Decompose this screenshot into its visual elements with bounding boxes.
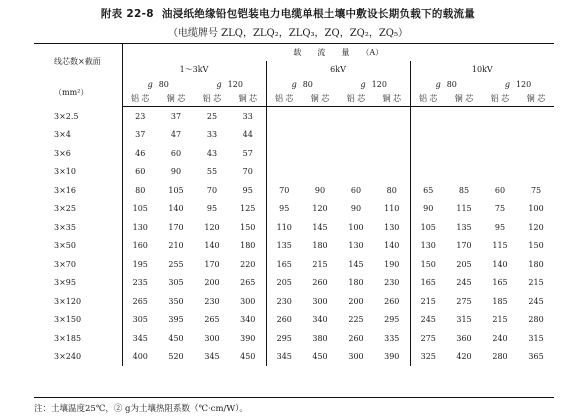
ampacity-cell: 57 xyxy=(230,144,266,163)
ampacity-cell: 37 xyxy=(170,111,182,121)
ampacity-cell: 180 xyxy=(312,241,328,251)
ampacity-cell: 260 xyxy=(374,292,410,311)
ampacity-cell xyxy=(482,126,518,145)
g-symbol: g xyxy=(360,80,366,89)
ampacity-cell: 165 xyxy=(492,278,508,288)
ampacity-cell: 305 xyxy=(132,315,148,325)
g-value: 80 xyxy=(158,80,169,89)
ampacity-cell: 180 xyxy=(348,278,364,288)
table-title xyxy=(0,6,576,21)
ampacity-cell: 300 xyxy=(230,292,266,311)
ampacity-cell xyxy=(410,144,446,163)
ampacity-cell: 300 xyxy=(204,333,220,343)
row-size: 3×6 xyxy=(34,144,122,163)
g-value: 80 xyxy=(302,80,313,89)
ampacity-cell: 450 xyxy=(312,352,328,362)
ampacity-cell xyxy=(518,107,554,126)
ampacity-cell: 265 xyxy=(230,274,266,293)
ampacity-cell: 185 xyxy=(492,296,508,306)
ampacity-cell xyxy=(446,163,482,182)
table-row xyxy=(34,329,554,348)
ampacity-cell xyxy=(518,163,554,182)
ampacity-cell: 75 xyxy=(530,185,542,195)
g-value: 120 xyxy=(371,80,387,89)
row-size: 3×35 xyxy=(34,218,122,237)
ampacity-cell xyxy=(446,107,482,126)
ampacity-cell xyxy=(374,144,410,163)
ampacity-cell: 85 xyxy=(458,185,470,195)
ampacity-cell: 365 xyxy=(528,352,544,362)
ampacity-cell: 205 xyxy=(276,278,292,288)
ampacity-cell: 90 xyxy=(423,204,434,214)
ampacity-cell: 300 xyxy=(348,352,364,362)
g-symbol: g xyxy=(435,80,441,89)
ampacity-cell: 265 xyxy=(204,315,220,325)
core-label: 铜 芯 xyxy=(374,91,410,107)
ampacity-cell: 305 xyxy=(168,278,184,288)
g-header-3 xyxy=(266,78,338,91)
ampacity-cell xyxy=(302,126,338,145)
ampacity-cell: 145 xyxy=(312,222,328,232)
ampacity-cell: 315 xyxy=(456,315,472,325)
ampacity-cell: 325 xyxy=(420,352,436,362)
core-label: 铝 芯 xyxy=(194,91,230,107)
ampacity-cell: 43 xyxy=(206,148,218,158)
bottom-rule xyxy=(34,397,554,398)
g-header-5 xyxy=(410,78,482,91)
ampacity-cell: 95 xyxy=(230,181,266,200)
ampacity-cell xyxy=(374,126,410,145)
row-size: 3×150 xyxy=(34,311,122,330)
ampacity-cell: 60 xyxy=(494,185,506,195)
ampacity-cell: 340 xyxy=(312,315,328,325)
ampacity-cell: 95 xyxy=(494,222,506,232)
ampacity-cell xyxy=(410,107,446,126)
ampacity-cell: 25 xyxy=(206,111,218,121)
ampacity-cell: 380 xyxy=(312,333,328,343)
ampacity-cell: 70 xyxy=(230,163,266,182)
ampacity-cell: 245 xyxy=(528,296,544,306)
table-row xyxy=(34,348,554,367)
ampacity-cell xyxy=(446,144,482,163)
ampacity-cell: 115 xyxy=(456,204,472,214)
g-value: 120 xyxy=(227,80,243,89)
ampacity-cell: 295 xyxy=(276,333,292,343)
ampacity-cell: 345 xyxy=(276,352,292,362)
ampacity-cell: 280 xyxy=(492,352,508,362)
ampacity-cell xyxy=(338,144,374,163)
ampacity-cell: 160 xyxy=(132,241,148,251)
ampacity-cell: 135 xyxy=(456,222,472,232)
ampacity-cell: 360 xyxy=(456,333,472,343)
g-header-2 xyxy=(194,78,266,91)
row-size: 3×240 xyxy=(34,348,122,367)
ampacity-cell: 140 xyxy=(492,259,508,269)
ampacity-cell: 70 xyxy=(279,185,290,195)
ampacity-cell: 120 xyxy=(528,222,544,232)
ampacity-cell: 235 xyxy=(132,278,148,288)
row-size: 3×2.5 xyxy=(34,107,122,126)
ampacity-cell xyxy=(374,163,410,182)
ampacity-group-header: 载 流 量 （A） xyxy=(293,48,384,57)
ampacity-cell: 165 xyxy=(420,278,436,288)
ampacity-cell xyxy=(266,107,302,126)
voltage-6kv: 6kV xyxy=(266,61,410,78)
ampacity-cell: 275 xyxy=(420,333,436,343)
ampacity-cell: 105 xyxy=(132,204,148,214)
row-size: 3×10 xyxy=(34,163,122,182)
ampacity-cell: 90 xyxy=(350,204,362,214)
row-size: 3×185 xyxy=(34,329,122,348)
ampacity-cell: 265 xyxy=(132,296,148,306)
ampacity-cell: 165 xyxy=(276,259,292,269)
ampacity-cell: 170 xyxy=(204,259,220,269)
ampacity-cell: 120 xyxy=(312,204,328,214)
ampacity-cell: 60 xyxy=(135,167,146,177)
ampacity-cell xyxy=(374,107,410,126)
table-row xyxy=(34,107,554,126)
ampacity-cell: 400 xyxy=(132,352,148,362)
ampacity-cell xyxy=(410,163,446,182)
ampacity-cell: 105 xyxy=(420,222,436,232)
table-row xyxy=(34,200,554,219)
ampacity-cell: 395 xyxy=(168,315,184,325)
ampacity-cell: 150 xyxy=(230,218,266,237)
ampacity-cell: 145 xyxy=(348,259,364,269)
ampacity-cell: 335 xyxy=(374,329,410,348)
ampacity-cell: 70 xyxy=(206,185,218,195)
ampacity-cell: 240 xyxy=(492,333,508,343)
ampacity-cell: 220 xyxy=(230,255,266,274)
ampacity-cell: 90 xyxy=(170,167,182,177)
ampacity-cell: 47 xyxy=(170,130,182,140)
ampacity-cell: 150 xyxy=(528,241,544,251)
ampacity-cell xyxy=(302,107,338,126)
ampacity-cell: 37 xyxy=(135,130,146,140)
ampacity-cell: 390 xyxy=(374,348,410,367)
ampacity-cell: 170 xyxy=(168,222,184,232)
ampacity-cell: 95 xyxy=(279,204,290,214)
ampacity-cell: 295 xyxy=(374,311,410,330)
core-label: 铝 芯 xyxy=(122,91,158,107)
g-header-4 xyxy=(338,78,410,91)
ampacity-cell: 215 xyxy=(420,296,436,306)
ampacity-cell xyxy=(338,126,374,145)
ampacity-cell: 23 xyxy=(135,111,146,121)
ampacity-cell: 46 xyxy=(135,148,146,158)
ampacity-cell: 420 xyxy=(456,352,472,362)
ampacity-cell: 300 xyxy=(312,296,328,306)
g-header-1 xyxy=(122,78,194,91)
ampacity-cell: 65 xyxy=(423,185,434,195)
ampacity-cell xyxy=(518,126,554,145)
ampacity-cell: 260 xyxy=(312,278,328,288)
row-size: 3×16 xyxy=(34,181,122,200)
ampacity-cell: 140 xyxy=(168,204,184,214)
voltage-10kv: 10kV xyxy=(471,65,493,74)
row-header-label: 线芯数×截面 xyxy=(34,44,122,78)
g-symbol: g xyxy=(147,80,153,89)
core-label: 铜 芯 xyxy=(518,91,554,107)
table-title-text: 油浸纸绝缘铅包铠装电力电缆单根土壤中敷设长期负载下的载流量 xyxy=(161,8,476,20)
ampacity-cell: 110 xyxy=(276,222,292,232)
ampacity-table xyxy=(34,44,554,366)
ampacity-cell: 55 xyxy=(206,167,218,177)
table-row xyxy=(34,237,554,256)
core-label: 铝 芯 xyxy=(482,91,518,107)
ampacity-cell xyxy=(482,163,518,182)
g-symbol: g xyxy=(291,80,297,89)
table-row xyxy=(34,181,554,200)
ampacity-cell: 345 xyxy=(204,352,220,362)
table-row xyxy=(34,126,554,145)
row-size: 3×95 xyxy=(34,274,122,293)
ampacity-cell: 33 xyxy=(206,130,218,140)
ampacity-cell: 225 xyxy=(348,315,364,325)
ampacity-cell: 140 xyxy=(374,237,410,256)
g-symbol: g xyxy=(216,80,222,89)
ampacity-cell: 520 xyxy=(168,352,184,362)
ampacity-cell: 245 xyxy=(456,278,472,288)
ampacity-cell: 230 xyxy=(276,296,292,306)
row-size: 3×120 xyxy=(34,292,122,311)
ampacity-cell: 450 xyxy=(168,333,184,343)
ampacity-cell: 130 xyxy=(348,241,364,251)
g-value: 80 xyxy=(446,80,457,89)
ampacity-cell: 80 xyxy=(135,185,146,195)
core-label: 铜 芯 xyxy=(302,91,338,107)
ampacity-cell xyxy=(410,126,446,145)
g-value: 120 xyxy=(515,80,532,89)
ampacity-cell: 315 xyxy=(528,333,544,343)
ampacity-cell: 125 xyxy=(230,200,266,219)
core-label: 铝 芯 xyxy=(410,91,446,107)
ampacity-cell xyxy=(338,163,374,182)
g-symbol: g xyxy=(504,80,510,89)
ampacity-cell: 130 xyxy=(420,241,436,251)
ampacity-cell: 180 xyxy=(230,237,266,256)
ampacity-cell: 140 xyxy=(204,241,220,251)
ampacity-cell xyxy=(446,126,482,145)
voltage-1-3kv: 1～3kV xyxy=(122,61,266,78)
ampacity-cell: 60 xyxy=(350,185,362,195)
ampacity-cell: 215 xyxy=(492,315,508,325)
ampacity-cell: 135 xyxy=(276,241,292,251)
ampacity-cell: 195 xyxy=(132,259,148,269)
table-row xyxy=(34,218,554,237)
core-label: 铝 芯 xyxy=(266,91,302,107)
table-row xyxy=(34,311,554,330)
ampacity-cell: 200 xyxy=(348,296,364,306)
ampacity-cell: 44 xyxy=(230,126,266,145)
table-body xyxy=(34,107,554,367)
table-note: 注：土壤温度25℃，② g为土壤热阻系数（℃·cm/W）。 xyxy=(34,404,248,414)
ampacity-cell: 255 xyxy=(168,259,184,269)
ampacity-cell: 100 xyxy=(528,204,544,214)
ampacity-cell: 450 xyxy=(230,348,266,367)
ampacity-cell: 200 xyxy=(204,278,220,288)
ampacity-cell: 390 xyxy=(230,329,266,348)
row-header-unit: （mm²） xyxy=(34,78,122,107)
ampacity-cell: 120 xyxy=(204,222,220,232)
ampacity-cell: 150 xyxy=(420,259,436,269)
ampacity-cell: 130 xyxy=(132,222,148,232)
row-size: 3×4 xyxy=(34,126,122,145)
table-row xyxy=(34,255,554,274)
table-number: 附表 22-8 xyxy=(100,8,154,20)
ampacity-cell: 210 xyxy=(168,241,184,251)
core-label: 铝 芯 xyxy=(338,91,374,107)
ampacity-cell: 33 xyxy=(230,107,266,126)
ampacity-cell: 100 xyxy=(348,222,364,232)
ampacity-cell: 105 xyxy=(168,185,184,195)
core-label: 铜 芯 xyxy=(446,91,482,107)
ampacity-cell: 75 xyxy=(494,204,506,214)
table-row xyxy=(34,144,554,163)
ampacity-cell: 60 xyxy=(170,148,182,158)
row-size: 3×25 xyxy=(34,200,122,219)
ampacity-cell xyxy=(518,144,554,163)
ampacity-cell: 350 xyxy=(168,296,184,306)
ampacity-cell: 245 xyxy=(420,315,436,325)
ampacity-cell: 180 xyxy=(528,259,544,269)
ampacity-cell: 190 xyxy=(374,255,410,274)
ampacity-cell: 115 xyxy=(492,241,508,251)
ampacity-cell: 130 xyxy=(374,218,410,237)
ampacity-cell xyxy=(266,144,302,163)
ampacity-cell: 95 xyxy=(206,204,218,214)
ampacity-cell: 215 xyxy=(312,259,328,269)
ampacity-cell: 340 xyxy=(230,311,266,330)
ampacity-cell xyxy=(338,107,374,126)
ampacity-cell: 230 xyxy=(204,296,220,306)
table-row xyxy=(34,274,554,293)
ampacity-cell: 110 xyxy=(374,200,410,219)
ampacity-cell xyxy=(266,163,302,182)
g-header-6 xyxy=(482,78,554,91)
ampacity-cell: 205 xyxy=(456,259,472,269)
ampacity-cell xyxy=(482,144,518,163)
row-size: 3×70 xyxy=(34,255,122,274)
table-row xyxy=(34,163,554,182)
ampacity-cell xyxy=(302,163,338,182)
ampacity-cell: 80 xyxy=(374,181,410,200)
core-label: 铜 芯 xyxy=(158,91,194,107)
ampacity-cell: 230 xyxy=(374,274,410,293)
core-label: 铜 芯 xyxy=(230,91,266,107)
ampacity-cell xyxy=(302,144,338,163)
ampacity-cell: 260 xyxy=(348,333,364,343)
ampacity-cell: 170 xyxy=(456,241,472,251)
ampacity-cell: 280 xyxy=(528,315,544,325)
ampacity-cell: 260 xyxy=(276,315,292,325)
ampacity-cell: 275 xyxy=(456,296,472,306)
ampacity-cell: 90 xyxy=(314,185,326,195)
table-subtitle: （电缆牌号 ZLQ，ZLQ₂，ZLQ₃，ZQ，ZQ₂，ZQ₅） xyxy=(167,28,408,39)
ampacity-cell: 215 xyxy=(528,278,544,288)
ampacity-cell xyxy=(266,126,302,145)
row-size: 3×50 xyxy=(34,237,122,256)
ampacity-cell xyxy=(482,107,518,126)
table-row xyxy=(34,292,554,311)
ampacity-cell: 345 xyxy=(132,333,148,343)
